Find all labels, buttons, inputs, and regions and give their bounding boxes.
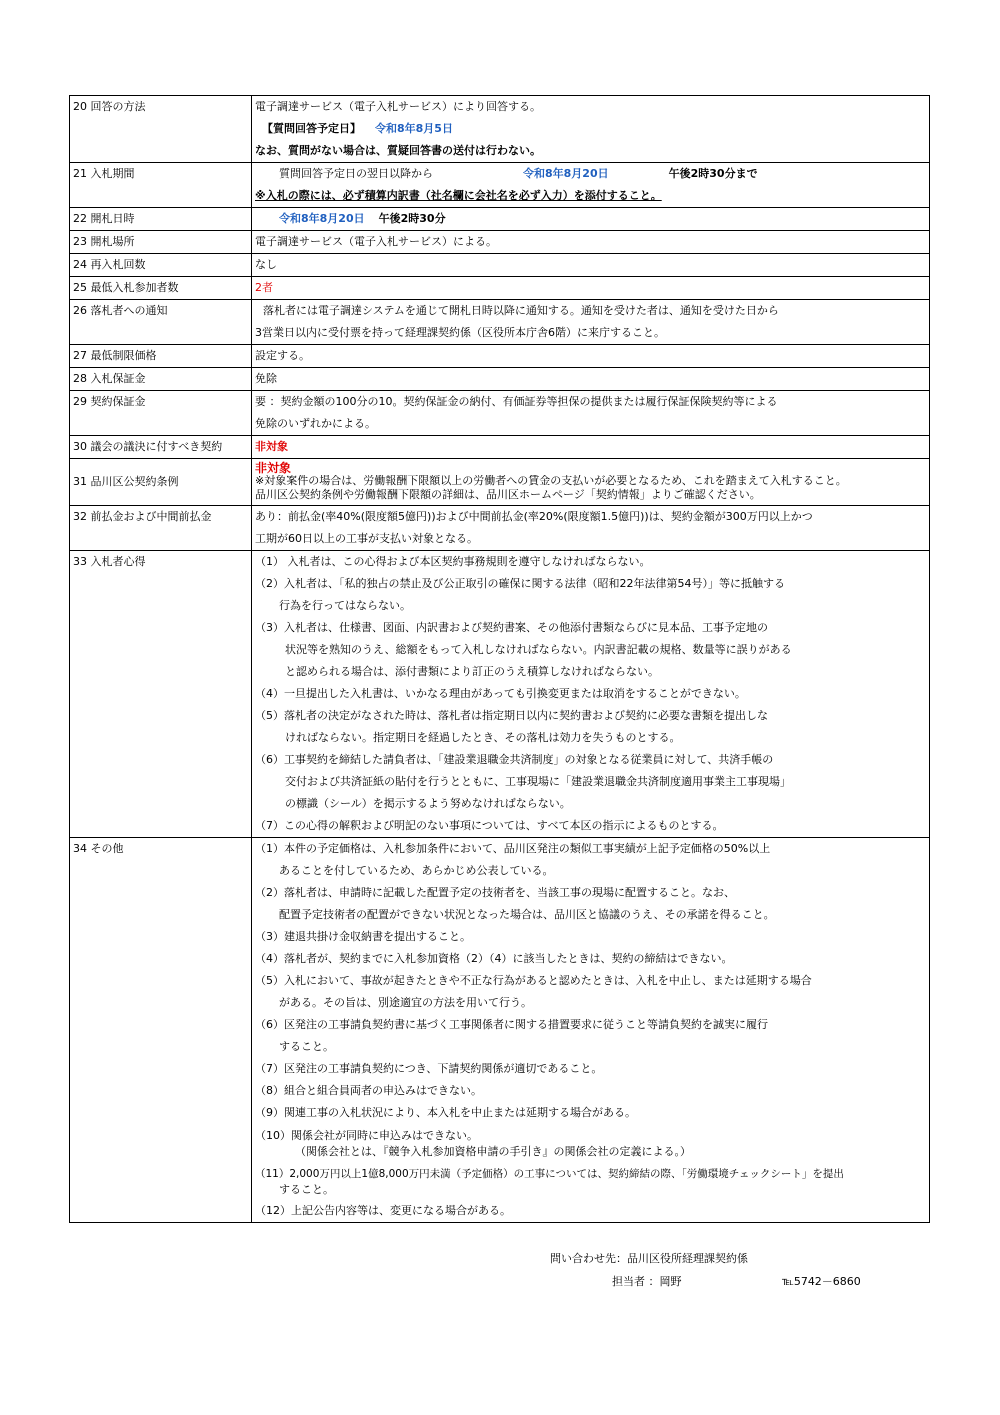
list-line: （2）入札者は、「私的独占の禁止及び公正取引の確保に関する法律（昭和22年法律第54号）」等に抵触する xyxy=(255,577,785,590)
row-value: 免除 xyxy=(252,368,930,391)
row-label: 20 回答の方法 xyxy=(70,96,252,163)
text-line: 工期が60日以上の工事が支払い対象となる。 xyxy=(255,532,478,545)
row-label: 33 入札者心得 xyxy=(70,551,252,838)
row-value xyxy=(252,506,930,551)
row-26 xyxy=(70,300,930,345)
list-line: と認められる場合は、添付書類により訂正のうえ積算しなければならない。 xyxy=(285,665,659,678)
row-value: 設定する。 xyxy=(252,345,930,368)
row-label: 27 最低制限価格 xyxy=(70,345,252,368)
text-line: ※入札の際には、必ず積算内訳書（社名欄に会社名を必ず入力）を添付すること。 xyxy=(255,189,662,202)
text-line: 品川区公契約条例や労働報酬下限額の詳細は、品川区ホームページ「契約情報」よりご確認ください。 xyxy=(255,488,761,501)
list-line: （2）落札者は、申請時に記載した配置予定の技術者を、当該工事の現場に配置すること。なお、 xyxy=(255,886,735,899)
question-date-label: 【質問回答予定日】 xyxy=(262,122,361,135)
row-label: 29 契約保証金 xyxy=(70,391,252,436)
row-label: 31 品川区公契約条例 xyxy=(70,459,252,506)
list-line: ければならない。指定期日を経過したとき、その落札は効力を失うものとする。 xyxy=(285,731,681,744)
row-label: 24 再入札回数 xyxy=(70,254,252,277)
row-label: 28 入札保証金 xyxy=(70,368,252,391)
row-value: 非対象 xyxy=(252,436,930,459)
bid-period-start: 質問回答予定日の翌日以降から xyxy=(279,167,433,180)
row-24 xyxy=(70,254,930,277)
list-line: （1）本件の予定価格は、入札参加条件において、品川区発注の類似工事実績が上記予定価格の50%以上 xyxy=(255,842,771,855)
list-line: の標識（シール）を掲示するよう努めなければならない。 xyxy=(285,797,571,810)
row-value xyxy=(252,551,930,838)
list-line: （5）入札において、事故が起きたときや不正な行為があると認めたときは、入札を中止し、または延期する場合 xyxy=(255,974,812,987)
person-in-charge: 担当者 ：岡野 xyxy=(612,1275,682,1288)
row-value xyxy=(252,391,930,436)
row-label: 34 その他 xyxy=(70,838,252,1223)
list-line: がある。その旨は、別途適宜の方法を用いて行う。 xyxy=(279,996,532,1009)
list-line: （11）2,000万円以上1億8,000万円未満（予定価格）の工事については、契約締結の際、「労働環境チェックシート」を提出 xyxy=(255,1168,844,1180)
row-value xyxy=(252,96,930,163)
text-line xyxy=(255,208,926,230)
list-line: （5）落札者の決定がなされた時は、落札者は指定期日以内に契約書および契約に必要な書類を提出しな xyxy=(255,709,768,722)
list-line: （4）落札者が、契約までに入札参加資格（2）（4）に該当したときは、契約の締結はできない。 xyxy=(255,952,733,965)
list-line: 状況等を熟知のうえ、総額をもって入札しなければならない。内訳書記載の規格、数量等に誤りがある xyxy=(285,643,792,656)
row-20 xyxy=(70,96,930,163)
row-value: なし xyxy=(252,254,930,277)
list-line: （3）入札者は、仕様書、図面、内訳書および契約書案、その他添付書類ならびに見本品、工事予定地の xyxy=(255,621,768,634)
phone-number: ℡5742－6860 xyxy=(782,1275,861,1288)
row-31 xyxy=(70,459,930,506)
row-value xyxy=(252,838,930,1223)
row-22 xyxy=(70,208,930,231)
list-line: すること。 xyxy=(279,1183,334,1196)
list-line: （4）一旦提出した入札書は、いかなる理由があっても引換変更または取消をすることができない。 xyxy=(255,687,746,700)
list-line: （3）建退共掛け金収納書を提出すること。 xyxy=(255,930,471,943)
opening-time: 午後2時30分 xyxy=(378,212,446,225)
row-value xyxy=(252,300,930,345)
text-line: なお、質問がない場合は、質疑回答書の送付は行わない。 xyxy=(255,144,541,157)
list-line: （6）工事契約を締結した請負者は、「建設業退職金共済制度」の対象となる従業員に対して、共済手帳の xyxy=(255,753,774,766)
row-label: 32 前払金および中間前払金 xyxy=(70,506,252,551)
row-23 xyxy=(70,231,930,254)
notice-table xyxy=(69,95,930,1223)
list-line: （7）区発注の工事請負契約につき、下請契約関係が適切であること。 xyxy=(255,1062,603,1075)
text-line: あり：前払金(率40%(限度額5億円))および中間前払金(率20%(限度額1.5億円))は、契約金額が300万円以上かつ xyxy=(255,510,813,523)
bid-period-date: 令和8年8月20日 xyxy=(523,167,609,180)
row-33 xyxy=(70,551,930,838)
row-label: 30 議会の議決に付すべき契約 xyxy=(70,436,252,459)
text-line: ※対象案件の場合は、労働報酬下限額以上の労働者への賃金の支払いが必要となるため、これを踏まえて入札すること。 xyxy=(255,475,847,487)
list-line: （9）関連工事の入札状況により、本入札を中止または延期する場合がある。 xyxy=(255,1106,636,1119)
row-32 xyxy=(70,506,930,551)
row-21 xyxy=(70,163,930,208)
row-29 xyxy=(70,391,930,436)
row-value: 電子調達サービス（電子入札サービス）による。 xyxy=(252,231,930,254)
row-label: 26 落札者への通知 xyxy=(70,300,252,345)
row-label: 22 開札日時 xyxy=(70,208,252,231)
text-line xyxy=(255,118,926,140)
list-line: すること。 xyxy=(279,1040,334,1053)
list-line: （10）関係会社が同時に申込みはできない。 xyxy=(255,1129,478,1142)
list-line: あることを付しているため、あらかじめ公表している。 xyxy=(279,864,554,877)
text-line: 電子調達サービス（電子入札サービス）により回答する。 xyxy=(255,100,541,113)
row-value xyxy=(252,459,930,506)
text-line xyxy=(255,163,926,185)
question-date: 令和8年8月5日 xyxy=(375,122,453,135)
row-label: 23 開札場所 xyxy=(70,231,252,254)
text-line: 免除のいずれかによる。 xyxy=(255,417,376,430)
list-line: （8）組合と組合員両者の申込みはできない。 xyxy=(255,1084,482,1097)
row-label: 25 最低入札参加者数 xyxy=(70,277,252,300)
list-line: （関係会社とは、『競争入札参加資格申請の手引き』の関係会社の定義による。） xyxy=(295,1145,691,1158)
row-28 xyxy=(70,368,930,391)
list-line: 行為を行ってはならない。 xyxy=(279,599,411,612)
bid-period-time: 午後2時30分まで xyxy=(668,167,758,180)
row-value xyxy=(252,208,930,231)
row-27 xyxy=(70,345,930,368)
list-line: （1） 入札者は、この心得および本区契約事務規則を遵守しなければならない。 xyxy=(255,555,651,568)
list-line: 配置予定技術者の配置ができない状況となった場合は、品川区と協議のうえ、その承諾を得ること。 xyxy=(279,908,775,921)
list-line: （7）この心得の解釈および明記のない事項については、すべて本区の指示によるものとする。 xyxy=(255,819,724,832)
list-line: （12）上記公告内容等は、変更になる場合がある。 xyxy=(255,1204,511,1217)
row-label: 21 入札期間 xyxy=(70,163,252,208)
opening-date: 令和8年8月20日 xyxy=(279,212,365,225)
row-30 xyxy=(70,436,930,459)
row-25 xyxy=(70,277,930,300)
list-line: 交付および共済証紙の貼付を行うとともに、工事現場に「建設業退職金共済制度適用事業主工事現場」 xyxy=(285,775,791,788)
text-line: 非対象 xyxy=(255,461,292,475)
row-value: 2者 xyxy=(252,277,930,300)
contact-info: 問い合わせ先：品川区役所経理課契約係 xyxy=(550,1252,748,1265)
text-line: 要 ：契約金額の100分の10。契約保証金の納付、有価証券等担保の提供または履行保証保険契約等による xyxy=(255,395,778,408)
list-line: （6）区発注の工事請負契約書に基づく工事関係者に関する措置要求に従うこと等請負契約を誠実に履行 xyxy=(255,1018,768,1031)
row-value xyxy=(252,163,930,208)
row-34 xyxy=(70,838,930,1223)
text-line: 3営業日以内に受付票を持って経理課契約係（区役所本庁舎6階）に来庁すること。 xyxy=(255,326,665,339)
text-line: 落札者には電子調達システムを通じて開札日時以降に通知する。通知を受けた者は、通知を受けた日から xyxy=(263,304,779,317)
